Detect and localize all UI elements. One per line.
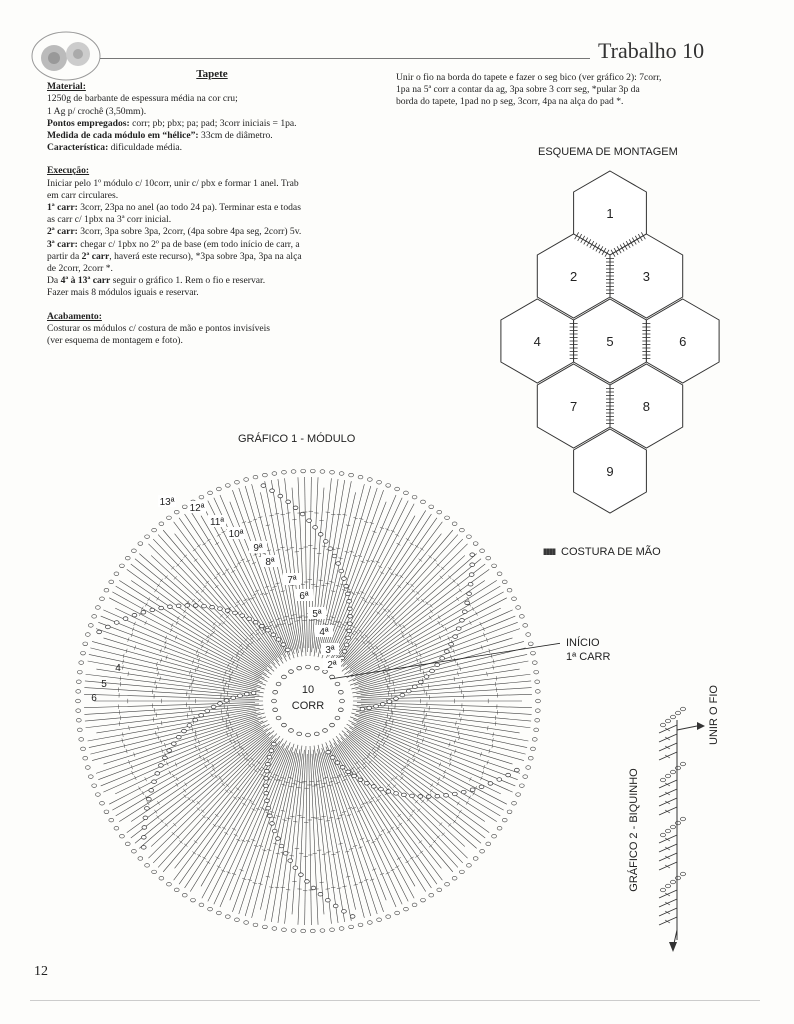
finishing-instructions [396, 72, 736, 109]
seam-mark-icon: IIIIIIII [543, 547, 556, 557]
row-label: 11ª [209, 517, 225, 528]
pattern-heading: Tapete [196, 68, 228, 80]
module-number: 9 [606, 464, 614, 479]
row-label: 9ª [253, 543, 263, 554]
row-label: 5ª [312, 609, 322, 620]
extra-line: Fazer mais 8 módulos iguais e reservar. [47, 287, 199, 299]
start-annotation [566, 636, 610, 664]
acabamento-line: (ver esquema de montagem e foto). [47, 335, 183, 347]
join-thread-label: UNIR O FIO [708, 685, 720, 745]
legend-label: COSTURA DE MÃO [561, 546, 661, 558]
page-number: 12 [34, 964, 48, 979]
finishing-line: 1pa na 5ª corr a contar da ag, 3pa sobre 3 corr seg, *pular 3p da [396, 84, 640, 96]
module-number: 2 [570, 269, 578, 284]
row-label: 4 [115, 663, 121, 674]
pontos-line: Pontos empregados: corr; pb; pbx; pa; pad; 3corr iniciais = 1pa. [47, 117, 297, 129]
title-rule [100, 58, 590, 59]
picot-stitches [659, 707, 705, 952]
picot-edging-chart [615, 630, 745, 960]
row-label: 13ª [159, 497, 175, 508]
carr3-line: partir da 2ª carr, haverá este recurso), *3pa sobre 3pa, 3pa na alça [47, 250, 302, 262]
carr2-line: 2ª carr: 3corr, 3pa sobre 3pa, 2corr, (4pa sobre 4pa seg, 2corr) 5v. [47, 226, 302, 238]
finishing-line: Unir o fio na borda do tapete e fazer o seg bico (ver gráfico 2): 7corr, [396, 72, 662, 83]
material-heading: Material: [47, 81, 86, 93]
module-crochet-chart [40, 455, 560, 955]
carr1-line: as carr c/ 1pbx na 3ª corr inicial. [47, 214, 172, 226]
module-number: 4 [533, 334, 541, 349]
row-label: 3ª [325, 645, 335, 656]
module-number: 8 [642, 399, 650, 414]
row-label: 12ª [189, 503, 205, 514]
start-label: INÍCIO [566, 637, 600, 649]
carr3-line: 3ª carr: chegar c/ 1pbx no 2º pa de base (em todo início de carr, a [47, 238, 300, 250]
material-line: 1 Ag p/ crochê (3,50mm). [47, 105, 147, 117]
execucao-line: em carr circulares. [47, 189, 119, 201]
page-title: Trabalho 10 [598, 38, 705, 63]
module-number: 1 [606, 206, 614, 221]
center-chain-label: CORR [291, 700, 325, 712]
module-number: 5 [606, 334, 614, 349]
chart1-title: GRÁFICO 1 - MÓDULO [238, 433, 356, 445]
medida-line: Medida de cada módulo em “hélice”: 33cm de diâmetro. [47, 130, 273, 142]
first-row-label: 1ª CARR [566, 651, 611, 663]
assembly-diagram-title: ESQUEMA DE MONTAGEM [538, 146, 678, 158]
footer-rule [30, 1000, 760, 1001]
chart2-title: GRÁFICO 2 - BIQUINHO [628, 768, 640, 892]
module-number: 7 [570, 399, 578, 414]
material-line: 1250g de barbante de espessura média na cor cru; [47, 93, 238, 105]
carr3-line: de 2corr, 2corr *. [47, 263, 113, 275]
row-label: 5 [101, 679, 107, 690]
center-chain-count: 10 [301, 684, 315, 696]
arrow-down-icon [669, 942, 677, 952]
carr1-line: 1ª carr: 3corr, 23pa no anel (ao todo 24 pa). Terminar esta e todas [47, 202, 301, 214]
module-number: 6 [679, 334, 687, 349]
row-label: 8ª [265, 557, 275, 568]
carr4-line: Da 4ª à 13ª carr seguir o gráfico 1. Rem o fio e reservar. [47, 275, 266, 287]
row-label: 2ª [327, 660, 337, 671]
instructions-column [47, 68, 377, 347]
acabamento-heading: Acabamento: [47, 310, 102, 322]
row-label: 4ª [319, 627, 329, 638]
caracteristica-line: Característica: dificuldade média. [47, 142, 183, 154]
row-label: 10ª [228, 529, 244, 540]
legend [543, 546, 661, 558]
module-number: 3 [642, 269, 650, 284]
acabamento-line: Costurar os módulos c/ costura de mão e pontos invisíveis [47, 322, 271, 334]
row-label: 6 [91, 693, 97, 704]
execucao-heading: Execução: [47, 165, 90, 177]
finishing-line: borda do tapete, 1pad no p seg, 3corr, 4pa na alça do pad *. [396, 96, 624, 108]
row-label: 7ª [287, 575, 297, 586]
arrow-icon [697, 722, 705, 730]
row-label: 6ª [299, 591, 309, 602]
execucao-line: Iniciar pelo 1º módulo c/ 10corr, unir c/ pbx e formar 1 anel. Trab [47, 177, 299, 189]
